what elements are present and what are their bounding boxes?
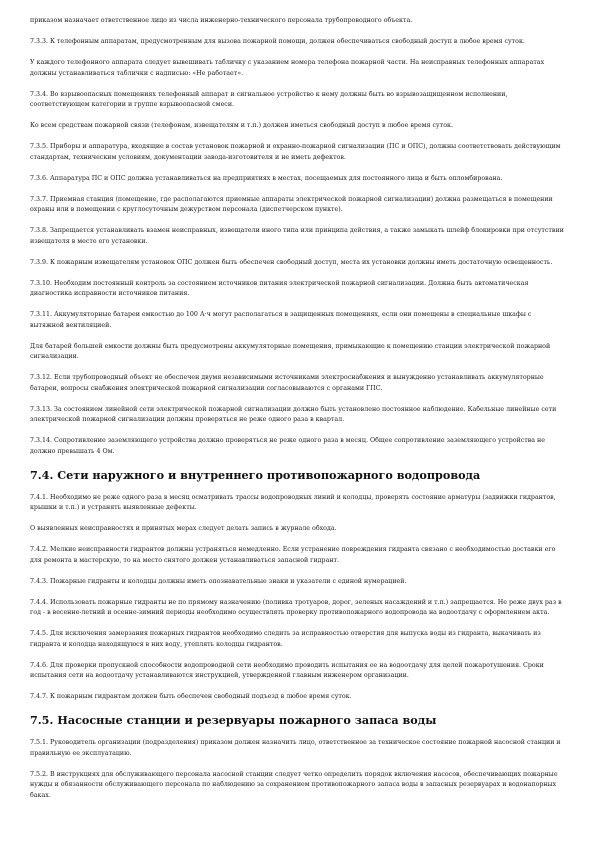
- paragraph-7-3-4: 7.3.4. Во взрывоопасных помещениях телефонный аппарат и сигнальное устройство к нему должны быть во взрывозащищенном исполнении, соответствующем категории и группе взрывоопасной смеси.: [30, 90, 508, 108]
- paragraph-7-3-8: 7.3.8. Запрещается устанавливать взамен неисправных, извещатели иного типа или принципа действия, а также замыкать шлейф блокировки при отсутствии извещателя в месте его установки.: [30, 227, 564, 245]
- paragraph-7-4-3: 7.4.3. Пожарные гидранты и колодцы должны иметь опознавательные знаки и указатели с единой нумерацией.: [30, 577, 407, 585]
- paragraph-7-3-7: 7.3.7. Приемная станция (помещение, где располагаются приемные аппараты электрической пожарной сигнализации) должна размещаться в помещении охраны или в помещении с круглосуточным дежурством персонала (диспетчерском пункте).: [30, 195, 553, 213]
- paragraph: приказом назначает ответственное лицо из числа инженерно-технического персонала трубопроводного объекта.: [30, 17, 413, 24]
- section-heading-7-5: 7.5. Насосные станции и резервуары пожарного запаса воды: [30, 713, 437, 727]
- paragraph-7-3-11: 7.3.11. Аккумуляторные батареи емкостью до 100 А·ч могут располагаться в защищенных помещениях, если они помещены в специальные шкафы с вытяжной вентиляцией.: [30, 311, 532, 329]
- paragraph-7-3-14: 7.3.14. Сопротивление заземляющего устройства должно проверяться не реже одного раза в месяц. Общее сопротивление заземляющего устройства не должно превышать 4 Ом.: [30, 437, 545, 455]
- paragraph-7-3-13: 7.3.13. За состоянием линейной сети электрической пожарной сигнализации должно быть установлено постоянное наблюдение. Кабельные линейные сети электрической пожарной сигнализации должны проверяться не реже одного раза в квартал.: [30, 405, 557, 423]
- paragraph: У каждого телефонного аппарата следует вывешивать табличку с указанием номера телефона пожарной части. На неисправных телефонных аппаратах должны устанавливаться таблички с надписью: «Не работает».: [30, 59, 545, 77]
- paragraph: О выявленных неисправностях и принятых мерах следует делать запись в журнале обхода.: [30, 525, 337, 532]
- paragraph-7-3-9: 7.3.9. К пожарным извещателям установок ОПС должен быть обеспечен свободный доступ, места их установки должны иметь достаточную освещенность.: [30, 258, 553, 266]
- paragraph-7-4-4: 7.4.4. Использовать пожарные гидранты не по прямому назначению (поливка тротуаров, дорог, зеленых насаждений и т.п.) запрещается. Не реже двух раз в год - в весенне-летний и осенне-зимний периоды необходимо осуществлять проверку противопожарного водопровода на водоотдачу с оформлением акта.: [30, 598, 562, 616]
- paragraph-7-3-12: 7.3.12. Если трубопроводный объект не обеспечен двумя независимыми источниками электроснабжения и вынужденно устанавливать аккумуляторные батареи, вопросы снабжения электрической пожарной сигнализации согласовываются с органами ГПС.: [30, 374, 544, 392]
- paragraph-7-3-6: 7.3.6. Аппаратура ПС и ОПС должна устанавливаться на предприятиях в местах, посещаемых для постоянного лица и быть опломбирована.: [30, 174, 503, 182]
- section-heading-7-4: 7.4. Сети наружного и внутреннего противопожарного водопровода: [30, 467, 481, 482]
- paragraph-7-4-6: 7.4.6. Для проверки пропускной способности водопроводной сети необходимо проводить испытания ее на водоотдачу для целей пожаротушения. Сроки испытания сети на водоотдачу устанавливаются инструкцией, утвержденной главным инженером организации.: [30, 661, 544, 679]
- paragraph: Для батарей большей емкости должны быть предусмотрены аккумуляторные помещения, примыкающие к помещению станции электрической пожарной сигнализации.: [30, 342, 551, 360]
- paragraph-7-4-1: 7.4.1. Необходимо не реже одного раза в месяц осматривать трассы водопроводных линий и колодцы, проверять состояние арматуры (задвижки гидрантов, крышки и т.п.) и устранять выявленные дефекты.: [30, 493, 556, 511]
- paragraph-7-3-10: 7.3.10. Необходим постоянный контроль за состоянием источников питания электрической пожарной сигнализации. Должна быть автоматическая диагностика исправности источников питания.: [30, 279, 529, 297]
- paragraph-7-4-5: 7.4.5. Для исключения замерзания пожарных гидрантов необходимо следить за исправностью отверстия для выпуска воды из гидранта, выкачивать из гидранта и колодца находящуюся в них воду, утеплять колодцы гидрантов.: [30, 630, 541, 648]
- paragraph-7-5-1: 7.5.1. Руководитель организации (подразделения) приказом должен назначить лицо, ответственное за техническое состояние пожарной насосной станции и правильную ее эксплуатацию.: [30, 739, 561, 757]
- paragraph-7-3-5: 7.3.5. Приборы и аппаратура, входящие в состав установок пожарной и охранно-пожарной сигнализации (ПС и ОПС), должны соответствовать действующим стандартам, техническим условиям, документации завода-изготовителя и не иметь дефектов.: [30, 143, 561, 161]
- document-page: [30, 16, 565, 812]
- paragraph: Ко всем средствам пожарной связи (телефонам, извещателям и т.п.) должен иметься свободный доступ в любое время суток.: [30, 122, 453, 129]
- paragraph-7-5-2: 7.5.2. В инструкциях для обслуживающего персонала насосной станции следует четко определить порядок включения насосов, обеспечивающих пожарные нужды и обязанности обслуживающего персонала по наблюдению за сохранением противопожарного запаса воды в запасных резервуарах и водонапорных баках.: [30, 770, 558, 799]
- paragraph-7-3-3: 7.3.3. К телефонным аппаратам, предусмотренным для вызова пожарной помощи, должен обеспечиваться свободный доступ в любое время суток.: [30, 38, 525, 45]
- paragraph-7-4-7: 7.4.7. К пожарным гидрантам должен быть обеспечен свободный подъезд в любое время суток.: [30, 693, 352, 700]
- paragraph-7-4-2: 7.4.2. Мелкие неисправности гидрантов должны устраняться немедленно. Если устранение повреждения гидранта связано с необходимостью доставки его для ремонта в мастерскую, то на место снятого должен устанавливаться запасной гидрант.: [30, 546, 556, 564]
